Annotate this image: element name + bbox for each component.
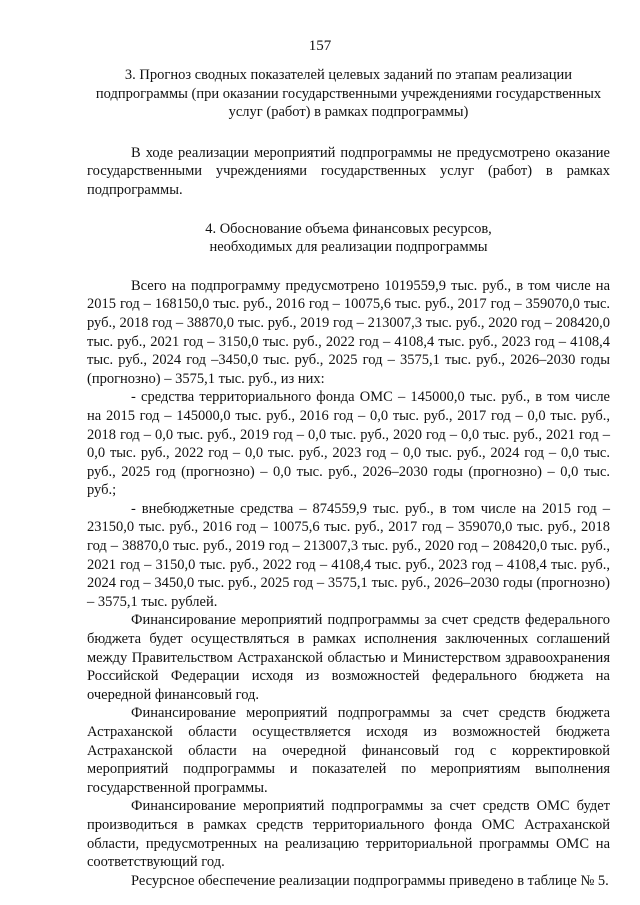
page-content [87, 60, 610, 890]
section-3-paragraph: В ходе реализации мероприятий подпрограммы не предусмотрено оказание государственными учреждениями государственных услуг (работ) в рамках подпрограммы. [87, 144, 610, 198]
section-4-heading [87, 220, 610, 257]
oms-funding-paragraph: Финансирование мероприятий подпрограммы за счет средств ОМС будет производиться в рамках средств территориального фонда ОМС Астраханской области, предусмотренных на реализацию территориальной программы ОМС на соответствующий год. [87, 798, 610, 871]
oms-funds-item: - средства территориального фонда ОМС – 145000,0 тыс. руб., в том числе на 2015 год – 145000,0 тыс. руб., 2016 год – 0,0 тыс. руб., 2017 год – 0,0 тыс. руб., 2018 год – 0,0 тыс. руб., 2019 год – 0,0 тыс. руб., 2020 год – 0,0 тыс. руб., 2021 год – 0,0 тыс. руб., 2022 год – 0,0 тыс. руб., 2023 год – 0,0 тыс. руб., 2024 год – 0,0 тыс. руб., 2025 год (прогнозно) – 0,0 тыс. руб., 2026–2030 годы (прогнозно) – 0,0 тыс. руб.; [87, 389, 610, 499]
federal-budget-paragraph: Финансирование мероприятий подпрограммы за счет средств федерального бюджета будет осуществляться в рамках исполнения заключенных соглашений между Правительством Астраханской областью и Министерством здравоохранения Российской Федерации исходя из возможностей федерального бюджета на очередной финансовый год. [87, 612, 610, 703]
section-4-heading-line-1: 4. Обоснование объема финансовых ресурсов, [205, 220, 492, 237]
section-3-heading: 3. Прогноз сводных показателей целевых заданий по этапам реализации подпрограммы (при оказании государственными учреждениями государственных услуг (работ) в рамках подпрограммы) [95, 67, 602, 121]
section-4-heading-line-2: необходимых для реализации подпрограммы [209, 239, 488, 256]
regional-budget-paragraph: Финансирование мероприятий подпрограммы за счет средств бюджета Астраханской области осуществляется исходя из возможностей бюджета Астраханской области на очередной финансовый год с корректировкой мероприятий подпрограммы и показателей по мероприятиям выполнения государственной программы. [87, 705, 610, 796]
extrabudgetary-funds-item: - внебюджетные средства – 874559,9 тыс. руб., в том числе на 2015 год – 23150,0 тыс. руб., 2016 год – 10075,6 тыс. руб., 2017 год – 359070,0 тыс. руб., 2018 год – 38870,0 тыс. руб., 2019 год – 213007,3 тыс. руб., 2020 год – 208420,0 тыс. руб., 2021 год – 3150,0 тыс. руб., 2022 год – 4108,4 тыс. руб., 2023 год – 4108,4 тыс. руб., 2024 год – 3450,0 тыс. руб., 2025 год – 3575,1 тыс. руб., 2026–2030 годы (прогнозно) – 3575,1 тыс. рублей. [87, 500, 610, 610]
page-number: 157 [308, 38, 332, 54]
total-funding-paragraph: Всего на подпрограмму предусмотрено 1019559,9 тыс. руб., в том числе на 2015 год – 168150,0 тыс. руб., 2016 год – 10075,6 тыс. руб., 2017 год – 359070,0 тыс. руб., 2018 год – 38870,0 тыс. руб., 2019 год – 213007,3 тыс. руб., 2020 год – 208420,0 тыс. руб., 2021 год – 3150,0 тыс. руб., 2022 год – 4108,4 тыс. руб., 2023 год – 4108,4 тыс. руб., 2024 год –3450,0 тыс. руб., 2025 год – 3575,1 тыс. руб., 2026–2030 годы (прогнозно) – 3575,1 тыс. руб., из них: [87, 277, 610, 387]
table-reference-paragraph: Ресурсное обеспечение реализации подпрограммы приведено в таблице № 5. [131, 872, 609, 889]
